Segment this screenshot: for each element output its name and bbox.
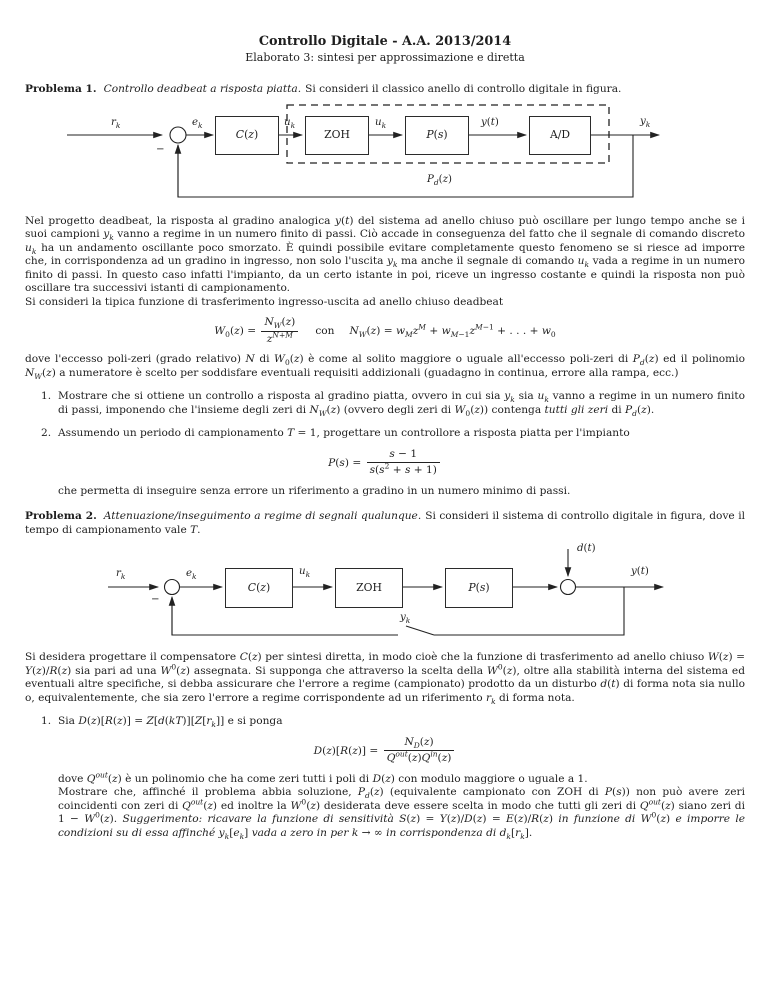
item-number: 2. bbox=[41, 427, 52, 439]
item-text: Assumendo un periodo di campionamento T = 1, progettare un controllore a risposta piatta per l'impianto bbox=[58, 427, 630, 439]
ad-converter-block: A/D bbox=[529, 116, 591, 155]
minus-sign: − bbox=[151, 594, 160, 605]
formula-dz: D(z)[R(z)] = $\frac{N_D(z)}{Q^{out}(z)Q^{in}(z)}$ bbox=[25, 736, 745, 766]
sampled-output-label: $y_k$ bbox=[400, 612, 411, 626]
problem2-topic: Attenuazione/inseguimento a regime di segnali qualunque. bbox=[103, 510, 422, 522]
formula-w0: $W_0(z)$ = $\frac{N_W(z)}{z^{N+M}}$ con $N_W(z) = w_Mz^M + w_{M-1}z^{M-1}$ + . . . + $w_0$ bbox=[214, 316, 556, 345]
item-number: 1. bbox=[41, 715, 52, 727]
item-text: Mostrare che si ottiene un controllo a risposta al gradino piatta, ovvero in cui sia $y_k$ sia $u_k$ vanno a regime in un numero finito di passi, imponendo che l'insieme degli zeri di $N_W(z)$ (ovvero degli zeri di $W_0(z)$) contenga tutti gli zeri di $P_d(z)$. bbox=[58, 390, 745, 418]
problem2-label: Problema 2. bbox=[25, 510, 97, 522]
item-number: 1. bbox=[41, 390, 52, 402]
control-signal-label: $u_k$ bbox=[284, 116, 296, 130]
analog-output-label: y(t) bbox=[481, 116, 499, 128]
disturbance-label: d(t) bbox=[577, 543, 596, 554]
plant-block: P ( s ) bbox=[445, 568, 513, 608]
disturbance-junction bbox=[561, 580, 576, 595]
problem1-topic: Controllo deadbeat a risposta piatta. bbox=[103, 83, 302, 95]
problem2-intro: Si consideri il sistema di controllo digitale in figura, dove il tempo di campionamento vale T. bbox=[25, 510, 745, 536]
discretized-plant-label: $P_d(z)$ bbox=[427, 173, 453, 187]
document-title: Controllo Digitale - A.A. 2013/2014 bbox=[258, 34, 512, 49]
formula-ps: P(s) = $\frac{s - 1}{s(s^2 + s + 1)}$ bbox=[25, 448, 745, 478]
reference-input-label: $r_k$ bbox=[116, 568, 126, 582]
controller-block: C ( z ) bbox=[225, 568, 293, 608]
control-signal-label-2: $u_k$ bbox=[375, 116, 387, 130]
summing-junction bbox=[170, 127, 186, 143]
problem1-body: Nel progetto deadbeat, la risposta al gradino analogica y(t) del sistema ad anello chiuso può oscillare per lungo tempo anche se i suoi campioni $y_k$ vanno a regime in un numero finito di passi. Ciò accade in conseguenza del fatto che il segnale di comando discreto $u_k$ ha un andamento oscillante poco smorzato. È quindi possibile evitare completamente questo fenomeno se si riesce ad imporre che, in corrispondenza ad un gradino in ingresso, non solo l'uscita $y_k$ ma anche il segnale di comando $u_k$ vada a regime in un numero finito di passi. In questo caso infatti l'impianto, da un certo istante in poi, riceve un ingresso costante e quindi la risposta non può oscillare tra successivi istanti di campionamento. Si consideri la tipica funzione di trasferimento ingresso-uscita ad anello chiuso deadbeat bbox=[25, 214, 746, 308]
problem2-item-1 bbox=[41, 715, 745, 729]
plant-block: P ( s ) bbox=[405, 116, 469, 155]
error-signal-label: $e_k$ bbox=[186, 568, 197, 582]
analog-output-label: y(t) bbox=[631, 566, 649, 577]
error-signal-label: $e_k$ bbox=[192, 116, 203, 130]
reference-input-label: $r_k$ bbox=[111, 116, 121, 130]
problem1-note: dove l'eccesso poli-zeri (grado relativo) N di $W_0(z)$ è come al solito maggiore o uguale all'eccesso poli-zeri di $P_d(z)$ ed il polinomio $N_W(z)$ a numeratore è scelto per soddisfare eventuali requisiti addizionali (guadagno in continua, errore alla rampa, ecc.) bbox=[25, 353, 745, 381]
problem1-item-1 bbox=[41, 390, 745, 417]
sampler-switch bbox=[406, 626, 434, 635]
problem2-heading bbox=[25, 510, 745, 537]
control-signal-label: $u_k$ bbox=[299, 566, 311, 580]
problem1-label: Problema 1. bbox=[25, 83, 97, 95]
diagram1-deadbeat-loop bbox=[55, 103, 711, 207]
item-text: Sia $D(z)[R(z)] = Z[d(kT)][Z[r_k]]$ e si ponga bbox=[58, 715, 283, 730]
problem1-item-2 bbox=[41, 427, 745, 441]
problem1-intro: Si consideri il classico anello di controllo digitale in figura. bbox=[305, 83, 622, 95]
problem2-body: Si desidera progettare il compensatore C(z) per sintesi diretta, in modo cioè che la funzione di trasferimento ad anello chiuso W(z) = Y(z)/R(z) sia pari ad una $W^0(z)$ assegnata. Si supponga che attraverso la scelta della $W^0(z)$, oltre alla stabilità interna del sistema ed eventuali altre specifiche, si debba assicurare che l'errore a regime (campionato) prodotto da un disturbo d(t) di forma nota sia nullo o, equivalentemente, che sia zero l'errore a regime corrispondente ad un riferimento $r_k$ di forma nota. bbox=[25, 651, 745, 706]
diagram2-direct-synthesis-loop bbox=[100, 541, 680, 643]
minus-sign: − bbox=[156, 143, 165, 155]
document-subtitle: Elaborato 3: sintesi per approssimazione e diretta bbox=[245, 51, 525, 64]
problem1-item2-tail: che permetta di inseguire senza errore un riferimento a gradino in un numero minimo di passi. bbox=[58, 484, 571, 497]
sampled-output-label: $y_k$ bbox=[640, 115, 651, 129]
problem2-closing: dove $Q^{out}(z)$ è un polinomio che ha come zeri tutti i poli di D(z) con modulo maggiore o uguale a 1. Mostrare che, affinché il problema abbia soluzione, $P_d(z)$ (equivalente campionato con ZOH di P(s)) non può avere zeri coincidenti con zeri di $Q^{out}(z)$ ed inoltre la $W^0(z)$ desiderata deve essere scelta in modo che tutti gli zeri di $Q^{out}(z)$ siano zeri di $1 - W^0(z)$. Suggerimento: ricavare la funzione di sensitività S(z) = Y(z)/D(z) = E(z)/R(z) in funzione di $W^0(z)$ e imporre le condizioni su di essa affinché $y_k[e_k]$ vada a zero in per k → ∞ in corrispondenza di $d_k[r_k]$. bbox=[58, 769, 745, 841]
zoh-block: ZOH bbox=[335, 568, 403, 608]
problem1-heading bbox=[25, 83, 745, 97]
summing-junction bbox=[165, 580, 180, 595]
zoh-block: ZOH bbox=[305, 116, 369, 155]
controller-block: C ( z ) bbox=[215, 116, 279, 155]
